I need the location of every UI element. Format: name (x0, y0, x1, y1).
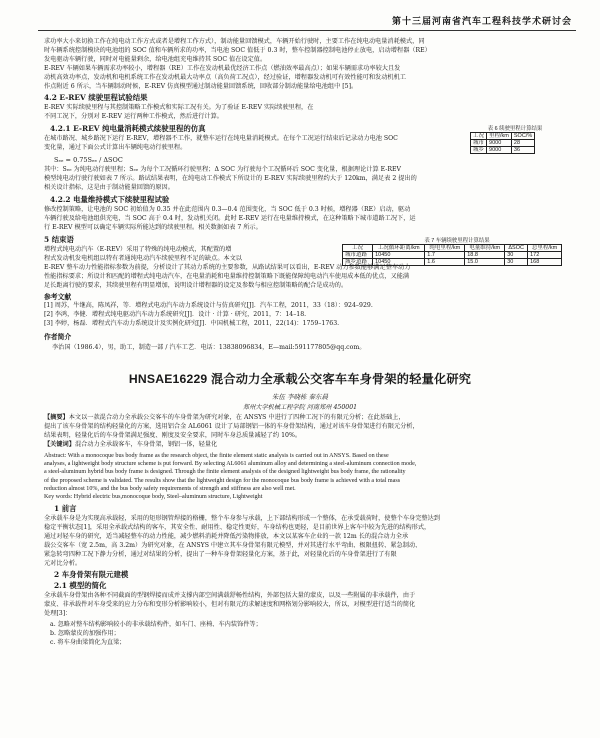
reference-item: [1] 周苏，牛继高，陈凤祥，等．增程式电动汽车动力系统设计与仿真研究[J]．汽车工程，2011，33（18）：924–929. (44, 302, 373, 309)
text-line: 动机高效功率点，发动机和电机系统工作在发动机最大功率点（高负荷工况点），经过验证，增程器发动机可有效性能可和发动机机工 (44, 73, 406, 81)
text-line: E-REV 实际续驶里程与其控制策略工作模式和实际工况有关。为了验证 E-REV 实际续驶里程，在 (44, 104, 314, 111)
text-line: E-REV 整车动力性能指标参数为前提，分析设计了其动力系统的主要参数，从路试结果可以看出，E-REV 动力参数能够满足整车动力 (44, 264, 411, 271)
table-header-cell: 里程/km (487, 133, 512, 140)
references-list (44, 302, 564, 329)
text-line: 全承载车身骨架由各种不同截面的型钢焊接而成并支撑内部空间满载舒畅性结构，外部包括大量的蒙皮，以及一些附属的非承载件，由于 (44, 592, 416, 599)
text-line: 作点附近 6 所示，当车辆制动时候，E-REV 仿真模型通过制动能量回馈系统，回收部分制动能量给电池组中 [5]。 (44, 82, 358, 90)
table-cell: 18.8 (465, 252, 505, 259)
text-line: 相关设计指标，这是由于制动能量回馈的原因。 (44, 183, 174, 191)
simplification-list (50, 621, 560, 648)
table-cell: 城市道路 (343, 252, 373, 259)
list-item: a. 忽略对整车结构影响较小的非承载结构件，如车门、座椅、车内装饰件等； (50, 621, 262, 628)
table-cell: 城乡 (471, 147, 487, 154)
table-header-cell: 工况 (343, 245, 373, 252)
section-paragraph (44, 135, 564, 153)
text-line: 性能指标要求；所设计和匹配的增程式纯电动汽车，在电量消耗和电量维持控制策略下既能保障纯电动汽车使用成本低的优点，又能满 (44, 272, 410, 280)
text-line: reduction almost 10%, and the bus body safety requirements of strength and stiffness are also well met. (44, 485, 296, 492)
model-simplification (44, 592, 564, 619)
text-line: 变化量，通过下面公式计算出车辆纯电动行驶里程。 (44, 143, 187, 151)
text-line: 时车辆系统控制模块的电池组的 SOC 值和车辆所求的功率，当电池 SOC 值低于 0.3 时，整车控制器控制电池停止放电，启动增程器（RE） (44, 46, 431, 54)
table-row (343, 252, 562, 259)
text-line: of the proposed scheme is validated. The results show that the lightweight design for the monocoque bus body frame is achieved with a total mass (44, 477, 401, 484)
reference-item: [3] 李婷，杨磊．增程式汽车动力系统设计及实例化研究[J]．中国机械工程，2011，22(14)：1759–1763. (44, 319, 340, 327)
table-cell: 36 (511, 147, 534, 154)
text-line: 求功率大小来切换工作在纯电动工作方式或者是增程工作方式），制动能量回馈模式，车辆开始行驶时，主要工作在纯电动电量消耗模式，同 (44, 38, 425, 45)
header-divider (38, 30, 576, 31)
text-line: 处理[3]： (44, 609, 72, 617)
text-line: 车辆行驶及给电池组供充电，当 SOC 高于 0.4 时，发动机关闭。此时 E-REV 运行在电量维持模式，在这种策略下城市道路工况下，运 (44, 214, 416, 222)
table-caption: 表 6 续驶里程计算结果 (487, 126, 543, 132)
keywords-text: 混合动力全承载客车，车身骨架，钢铝一体，轻量化 (74, 440, 218, 448)
table-cell: 30 (505, 259, 528, 266)
table-cell: 1.7 (425, 252, 465, 259)
table-cell: 1.6 (425, 259, 465, 266)
table-header-cell: 纯电里程/km (425, 245, 465, 252)
table-cell: 10450 (373, 252, 425, 259)
text-line: 稳定平衡状态[1]，采用全承载式结构的客车，其安全性、耐用性、稳定性更好，车身结构也更轻，是目前世界上客车中较为先进的结构形式， (44, 523, 431, 531)
table-header-cell: 电量维持/km (465, 245, 505, 252)
intro-section (44, 515, 564, 568)
table-header-cell: 工况 (471, 133, 487, 140)
table-cell: 10450 (373, 259, 425, 266)
text-line: analyses, a lightweight body structure scheme is put forward. By selecting AL6061 aluminum alloy and determining a steel-aluminum connection mode, (44, 461, 417, 468)
text-line: 载公交客车（宽 2.5m，高 3.2m）为研究对象，在 ANSYS 中建立其车身骨架有限元模型，并对其进行水平弯曲、极限扭转、紧急制动、 (44, 541, 422, 549)
text-line: 模型纯电动行驶行驶如表 7 所示。路试结果表明，在纯电动工作模式下所设计的 E-REV 实际续驶里程约大于 120km，满足表 2 提出的 (44, 174, 417, 182)
conclusion-paragraph-top (44, 246, 336, 264)
text-line: 结果表明，轻量化后的车身骨架满足强度、刚度及安全要求，同时车身总质量减轻了约 10%。 (44, 431, 302, 439)
table-header-cell: ΔSOC (505, 245, 528, 252)
text-line: 在城市路况、城乡路况下运行 E-REV，增程器不工作，就整车运行在纯电量消耗模式。在每个工况运行结束后记录动力电池 SOC (44, 135, 398, 142)
table-caption: 表 7 车辆续驶里程计算结果 (424, 238, 490, 244)
text-line: 程式发动机发电机组以特有者通纯电动汽车续驶里程不足的缺点。本文以 (44, 254, 242, 262)
table-cell: 9000 (487, 147, 512, 154)
table-cell: 172 (528, 252, 562, 259)
text-line: 增程式纯电动汽车（E-REV）采用了特殊的纯电动模式，其配置的增 (44, 246, 232, 253)
text-line: a steel-aluminum hybrid bus body frame is designed. Through the finite element analysis of the designed lightweight bus body frame, the rationality (44, 469, 406, 476)
subsection-heading: 2.1 模型的简化 (54, 581, 107, 590)
reference-item: [2] 李鸿，李健．增程式纯电驱动汽车动力系统研究[J]．设计 · 计算 · 研究，2011，7：14–18. (44, 310, 307, 318)
text-line: 紧急转弯四种工况下静力分析，通过对结果的分析，提出了一种车身骨架轻量化方案，基于此，对轻量化后的车身骨架进行了有限 (44, 550, 397, 558)
text-line (44, 441, 564, 450)
paper-title: HNSAE16229 混合动力全承载公交客车车身骨架的轻量化研究 (128, 372, 472, 386)
table-cell: 9000 (487, 140, 512, 147)
range-table (342, 244, 562, 266)
text-line: 其中：Sₑₑ 为纯电动行驶里程；Sₑₑ 为每个工况循环行驶里程；Δ SOC 为行驶每个工况循环后 SOC 变化量，根据理论计算 E-REV (44, 166, 402, 173)
text-line: Abstract: With a monocoque bus body frame as the research object, the finite element static analysis is carried out in ANSYS. Based on these (44, 453, 389, 459)
conclusion-paragraph (44, 264, 564, 291)
text-line (44, 414, 564, 423)
text-line: 元对比分析。 (44, 559, 82, 567)
abstract-label: 【摘要】 (44, 414, 69, 421)
english-abstract (44, 452, 564, 501)
paper-authors: 朱伍 李晓栋 秦东晨 (271, 393, 329, 401)
references-heading: 参考文献 (44, 293, 72, 301)
text-line: 通过对轻车身的研究，适当减轻整车的动力性能，减少燃料消耗并降低污染物排放，本文以某客车企业的一款 12m 长的混合动力全承 (44, 532, 409, 540)
section-heading: 1 前言 (54, 504, 77, 513)
paper-affiliation: 郑州大学机械工程学院 河南郑州 450001 (242, 404, 358, 411)
table-header-cell: 总里程/km (528, 245, 562, 252)
subsection-heading: 4.2.2 电量维持模式下续驶里程试验 (50, 195, 170, 204)
table-cell: 城乡道路 (343, 259, 373, 266)
text-line: 提出了该车身骨架的结构轻量化的方案，选用铝合金 AL6061 设计了局部钢铝一体的车身骨架结构，通过对该车身骨架进行有限元分析， (44, 422, 419, 430)
subsection-heading: 4.2.1 E-REV 纯电量消耗模式续驶里程的仿真 (50, 124, 206, 133)
journal-header: 第十三届河南省汽车工程科技学术研讨会 (391, 16, 572, 26)
table-cell: 30 (505, 252, 528, 259)
abstract-block (44, 414, 564, 450)
table-header-cell: SOC/% (511, 133, 534, 140)
text-line: 足长距离行驶的要求，其续驶里程有明显增加，说明设计增程器的设定及参数与相应控制策略的配合是成功的。 (44, 281, 348, 289)
table-7 (342, 236, 572, 266)
section-paragraph (44, 104, 464, 122)
section-paragraph (44, 166, 564, 193)
keywords-label: 【关键词】 (44, 440, 75, 448)
text-line: 蒙皮、非承载件对车身受来的应力分布和变形分析影响较小，但对有限元的求解速度和网格划分影响较大，所以，对模型进行适当的简化 (44, 600, 416, 608)
text-line: 不同工况下，分别对 E-REV 运行两种工作模式，然后进行计算。 (44, 112, 223, 120)
text-line: E-REV 车辆如果车辆需求功率较小，增程器（RE）工作在发动机最优经济工作点（燃油效率最高点）；如果车辆需求功率较大且发 (44, 64, 401, 72)
abstract-text: 本文以一款混合动力全承载公交客车的车身骨架为研究对象，在 ANSYS 中进行了四种工况下的有限元分析；在此基础上， (68, 414, 405, 421)
table-header-cell: 工况循环距离/km (373, 245, 425, 252)
author-bio-heading: 作者简介 (44, 333, 72, 341)
text-line: 发电驱动车辆行驶，同时对电能量剩余，给电池组充电维持其 SOC 值在设定值。 (44, 55, 267, 63)
section-heading: 2 车身骨架有限元建模 (54, 570, 129, 579)
text-line: 行 E-REV 模型可以确定车辆实际所能达到的续驶里程。相关数据如表 7 所示。 (44, 223, 262, 231)
section-paragraph (44, 206, 564, 233)
table-cell: 15.0 (465, 259, 505, 266)
list-item: c. 将车身曲梁简化为直梁； (50, 638, 126, 646)
formula: Sₑₑ = 0.75Sₑₑ / ΔSOC (54, 156, 123, 164)
table-cell: 168 (528, 259, 562, 266)
text-line: 全承载车身是为实现高承载轻，采用的矩形钢管焊接的格栅，整个车身参与承载，上下部结构形成一个整体，在承受载荷时，使整个车身完整达到 (44, 515, 440, 522)
english-keywords: Key words: Hybrid electric bus,monocoque body, Steel–aluminum structure, Lightweight (44, 494, 263, 501)
author-bio: 李治国（1986.4），男，助工，制造一部 / 汽车工艺．电话：13838096834，E—mail:591177805@qq.com。 (52, 344, 366, 351)
section-heading: 4.2 E-REV 续驶里程试验结果 (44, 93, 148, 102)
table-cell: 城市 (471, 140, 487, 147)
section-heading: 5 结束语 (44, 235, 74, 244)
table-cell: 28 (511, 140, 534, 147)
table-header-row (343, 245, 562, 252)
text-line: 修改控制策略，让电池的 SOC 初始值为 0.35 并在此范围内 0.3—0.4 范围变化，当 SOC 低于 0.3 时候，增程器（RE）启动，驱动 (44, 206, 411, 213)
list-item: b. 忽略蒙皮的加强作用； (50, 629, 120, 637)
intro-paragraph (44, 38, 564, 91)
